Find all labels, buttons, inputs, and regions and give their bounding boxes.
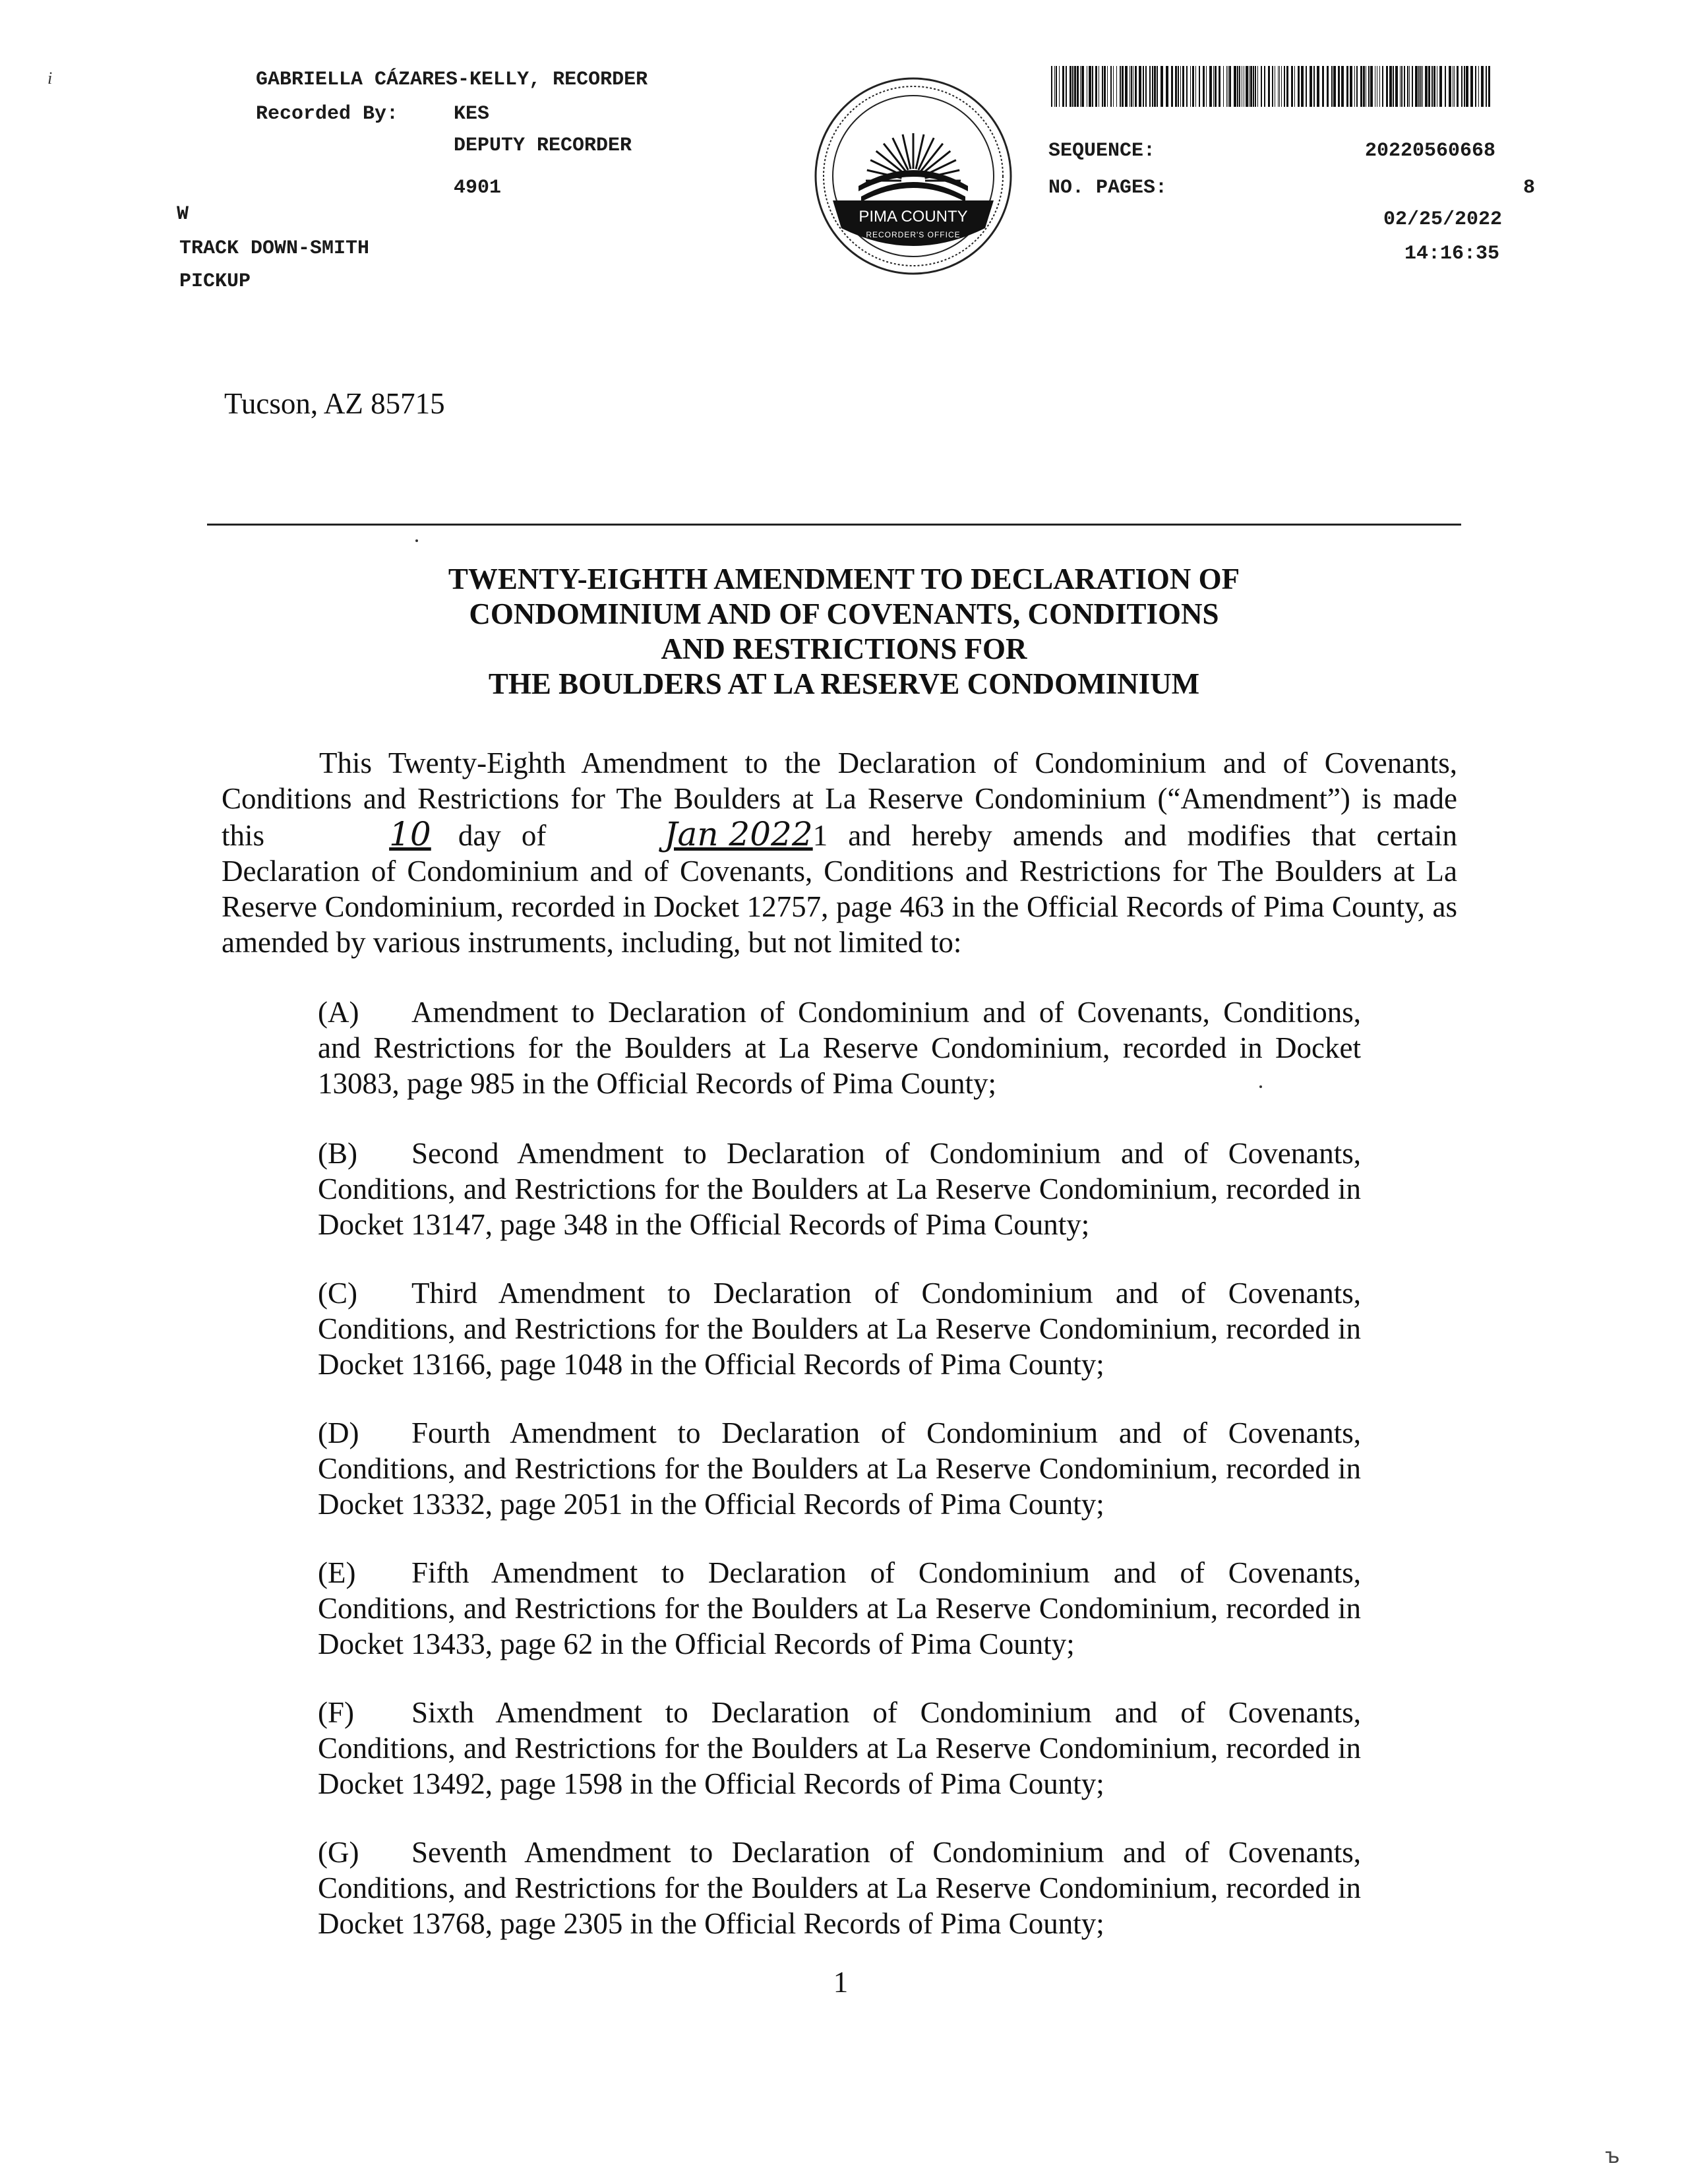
item-text: Amendment to Declaration of Condominium and of Covenants, Conditions, and Restrictions for the Boulders at La Reserve Condominium, recorded in Docket 13083, page 985 in the Official Records of Pima County; bbox=[318, 996, 1361, 1100]
barcode-bar bbox=[1104, 66, 1106, 107]
barcode-bar bbox=[1313, 66, 1315, 107]
barcode-bar bbox=[1166, 66, 1168, 107]
barcode-bar bbox=[1092, 66, 1093, 107]
barcode-bar bbox=[1062, 66, 1064, 107]
barcode-bar bbox=[1310, 66, 1312, 107]
barcode-bar bbox=[1059, 66, 1060, 107]
barcode-bar bbox=[1294, 66, 1295, 107]
barcode-bar bbox=[1454, 66, 1455, 107]
seal-name: PIMA COUNTY bbox=[859, 208, 968, 226]
barcode-bar bbox=[1317, 66, 1319, 107]
barcode-bar bbox=[1239, 66, 1240, 107]
item-label: (D) bbox=[318, 1416, 359, 1449]
barcode-bar bbox=[1261, 66, 1262, 107]
item-text: Sixth Amendment to Declaration of Condominium and of Covenants, Conditions, and Restrictions for the Boulders at La Reserve Condominium, recorded in Docket 13492, page 1598 in the Official Records of Pima County; bbox=[318, 1696, 1361, 1800]
barcode-bar bbox=[1363, 66, 1365, 107]
barcode-bar bbox=[1298, 66, 1300, 107]
barcode-bar bbox=[1466, 66, 1468, 107]
pima-county-seal bbox=[812, 75, 1014, 277]
barcode-bar bbox=[1054, 66, 1055, 107]
barcode-bar bbox=[1070, 66, 1071, 107]
barcode-bar bbox=[1272, 66, 1273, 107]
barcode-bar bbox=[1120, 66, 1121, 107]
barcode-bar bbox=[1395, 66, 1398, 107]
barcode-bar bbox=[1157, 66, 1158, 107]
barcode-bar bbox=[1074, 66, 1076, 107]
barcode-bar bbox=[1379, 66, 1380, 107]
barcode-bar bbox=[1400, 66, 1401, 107]
barcode-bar bbox=[1354, 66, 1355, 107]
barcode-bar bbox=[1457, 66, 1459, 107]
amendment-item bbox=[318, 1136, 1361, 1242]
barcode-bar bbox=[1131, 66, 1132, 107]
deputy-title: DEPUTY RECORDER bbox=[454, 135, 632, 157]
record-time: 14:16:35 bbox=[1404, 243, 1500, 265]
barcode-bar bbox=[1192, 66, 1194, 107]
barcode-bar bbox=[1327, 66, 1329, 107]
item-text: Fourth Amendment to Declaration of Condominium and of Covenants, Conditions, and Restrictions for the Boulders at La Reserve Condominium, recorded in Docket 13332, page 2051 in the Official Records of Pima County; bbox=[318, 1416, 1361, 1521]
barcode-bar bbox=[1107, 66, 1108, 107]
barcode-bar bbox=[1186, 66, 1188, 107]
title-line: THE BOULDERS AT LA RESERVE CONDOMINIUM bbox=[488, 667, 1200, 700]
barcode-bar bbox=[1415, 66, 1418, 107]
barcode-bar bbox=[1439, 66, 1442, 107]
barcode-bar bbox=[1432, 66, 1433, 107]
item-label: (E) bbox=[318, 1556, 356, 1589]
item-text: Second Amendment to Declaration of Condominium and of Covenants, Conditions, and Restrictions for the Boulders at La Reserve Condominium, recorded in Docket 13147, page 348 in the Official Records of Pima County; bbox=[318, 1137, 1361, 1241]
barcode-bar bbox=[1418, 66, 1420, 107]
recorder-name: GABRIELLA CÁZARES-KELLY, RECORDER bbox=[256, 69, 648, 91]
barcode-bar bbox=[1470, 66, 1473, 107]
barcode-bar bbox=[1284, 66, 1285, 107]
recording-code: W bbox=[177, 203, 189, 226]
barcode-bar bbox=[1178, 66, 1179, 107]
speck bbox=[415, 539, 418, 542]
amendment-item bbox=[318, 994, 1361, 1101]
handwritten-day: 10 bbox=[389, 815, 431, 853]
item-text: Seventh Amendment to Declaration of Condominium and of Covenants, Conditions, and Restrictions for the Boulders at La Reserve Condominium, recorded in Docket 13768, page 2305 in the Official Records of Pima County; bbox=[318, 1836, 1361, 1940]
barcode-bar bbox=[1409, 66, 1410, 107]
barcode-bar bbox=[1360, 66, 1362, 107]
barcode-bar bbox=[1412, 66, 1413, 107]
barcode-bar bbox=[1368, 66, 1370, 107]
barcode-bar bbox=[1401, 66, 1402, 107]
barcode-bar bbox=[1080, 66, 1081, 107]
barcode bbox=[1051, 66, 1492, 107]
barcode-bar bbox=[1291, 66, 1293, 107]
barcode-bar bbox=[1145, 66, 1147, 107]
barcode-bar bbox=[1478, 66, 1479, 107]
barcode-bar bbox=[1346, 66, 1348, 107]
seal-office: RECORDER'S OFFICE bbox=[866, 230, 961, 239]
barcode-bar bbox=[1077, 66, 1079, 107]
barcode-bar bbox=[1389, 66, 1392, 107]
barcode-bar bbox=[1281, 66, 1282, 107]
sequence-value: 20220560668 bbox=[1365, 140, 1496, 162]
barcode-bar bbox=[1249, 66, 1250, 107]
barcode-bar bbox=[1428, 66, 1430, 107]
barcode-bar bbox=[1338, 66, 1340, 107]
barcode-bar bbox=[1279, 66, 1280, 107]
page-number: 1 bbox=[833, 1966, 849, 1999]
barcode-bar bbox=[1209, 66, 1212, 107]
sequence-label: SEQUENCE: bbox=[1048, 140, 1156, 162]
pages-value: 8 bbox=[1523, 177, 1536, 199]
barcode-bar bbox=[1056, 66, 1057, 107]
barcode-bar bbox=[1382, 66, 1383, 107]
barcode-bar bbox=[1253, 66, 1254, 107]
barcode-bar bbox=[1081, 66, 1084, 107]
barcode-bar bbox=[1122, 66, 1124, 107]
barcode-bar bbox=[1190, 66, 1191, 107]
barcode-bar bbox=[1113, 66, 1114, 107]
title-line: CONDOMINIUM AND OF COVENANTS, CONDITIONS bbox=[469, 597, 1219, 630]
barcode-bar bbox=[1203, 66, 1205, 107]
amendment-item bbox=[318, 1835, 1361, 1941]
barcode-bar bbox=[1102, 66, 1103, 107]
barcode-bar bbox=[1404, 66, 1405, 107]
barcode-bar bbox=[1486, 66, 1487, 107]
barcode-bar bbox=[1152, 66, 1153, 107]
intro-text-1: This Twenty-Eighth Amendment to the Declaration of Condominium and of Covenants, Conditions and Restrictions for The Boulders at La Reserve Condominium (“Amendment”) is made this bbox=[222, 746, 1457, 852]
amendment-item bbox=[318, 1415, 1361, 1522]
barcode-bar bbox=[1306, 66, 1307, 107]
barcode-bar bbox=[1393, 66, 1394, 107]
barcode-bar bbox=[1461, 66, 1462, 107]
barcode-bar bbox=[1089, 66, 1091, 107]
barcode-bar bbox=[1229, 66, 1231, 107]
barcode-bar bbox=[1322, 66, 1324, 107]
record-date: 02/25/2022 bbox=[1383, 208, 1503, 231]
item-text: Fifth Amendment to Declaration of Condominium and of Covenants, Conditions, and Restrictions for the Boulders at La Reserve Condominium, recorded in Docket 13433, page 62 in the Official Records of Pima County; bbox=[318, 1556, 1361, 1660]
barcode-bar bbox=[1116, 66, 1117, 107]
barcode-bar bbox=[1386, 66, 1388, 107]
barcode-bar bbox=[1250, 66, 1252, 107]
barcode-bar bbox=[1268, 66, 1270, 107]
barcode-bar bbox=[1301, 66, 1304, 107]
intro-text-2: day of bbox=[458, 819, 547, 852]
title-line: TWENTY-EIGHTH AMENDMENT TO DECLARATION OF bbox=[448, 562, 1240, 595]
handwritten-month: Jan 2022 bbox=[664, 815, 813, 853]
barcode-bar bbox=[1182, 66, 1184, 107]
barcode-bar bbox=[1255, 66, 1256, 107]
barcode-bar bbox=[1072, 66, 1073, 107]
barcode-bar bbox=[1350, 66, 1352, 107]
item-text: Third Amendment to Declaration of Condominium and of Covenants, Conditions, and Restrictions for the Boulders at La Reserve Condominium, recorded in Docket 13166, page 1048 in the Official Records of Pima County; bbox=[318, 1277, 1361, 1381]
barcode-bar bbox=[1213, 66, 1214, 107]
item-label: (B) bbox=[318, 1137, 357, 1170]
barcode-bar bbox=[1234, 66, 1236, 107]
barcode-bar bbox=[1433, 66, 1435, 107]
horizontal-rule bbox=[207, 524, 1461, 526]
barcode-bar bbox=[1237, 66, 1238, 107]
item-label: (G) bbox=[318, 1836, 359, 1869]
barcode-bar bbox=[1160, 66, 1163, 107]
recorded-by-label: Recorded By: bbox=[256, 103, 399, 125]
barcode-bar bbox=[1257, 66, 1258, 107]
barcode-bar bbox=[1135, 66, 1137, 107]
barcode-bar bbox=[1407, 66, 1408, 107]
barcode-bar bbox=[1095, 66, 1097, 107]
barcode-bar bbox=[1445, 66, 1446, 107]
barcode-bar bbox=[1175, 66, 1177, 107]
return-address: Tucson, AZ 85715 bbox=[224, 387, 445, 420]
barcode-bar bbox=[1223, 66, 1224, 107]
barcode-bar bbox=[1464, 66, 1465, 107]
barcode-bar bbox=[1125, 66, 1128, 107]
deputy-number: 4901 bbox=[454, 177, 502, 199]
corner-mark: ъ bbox=[1605, 2143, 1620, 2168]
barcode-bar bbox=[1215, 66, 1217, 107]
pages-label: NO. PAGES: bbox=[1048, 177, 1168, 199]
barcode-bar bbox=[1110, 66, 1112, 107]
barcode-bar bbox=[1420, 66, 1422, 107]
barcode-bar bbox=[1425, 66, 1428, 107]
document-title bbox=[218, 562, 1470, 702]
barcode-bar bbox=[1066, 66, 1067, 107]
intro-paragraph bbox=[222, 745, 1457, 960]
item-label: (A) bbox=[318, 996, 359, 1029]
barcode-bar bbox=[1139, 66, 1141, 107]
barcode-bar bbox=[1356, 66, 1358, 107]
barcode-bar bbox=[1449, 66, 1451, 107]
barcode-bar bbox=[1370, 66, 1373, 107]
barcode-bar bbox=[1481, 66, 1484, 107]
barcode-bar bbox=[1171, 66, 1173, 107]
barcode-bar bbox=[1286, 66, 1288, 107]
barcode-bar bbox=[1246, 66, 1248, 107]
amendment-item bbox=[318, 1275, 1361, 1382]
barcode-bar bbox=[1331, 66, 1333, 107]
barcode-bar bbox=[1154, 66, 1156, 107]
barcode-bar bbox=[1341, 66, 1344, 107]
barcode-bar bbox=[1219, 66, 1221, 107]
intro-text-3: 1 and hereby amends and modifies that certain Declaration of Condominium and of Covenants, Conditions and Restrictions for The Boulders at La Reserve Condominium, recorded in Docket 12757, page 463 in the Official Records of Pima County, as amended by various instruments, including, but not limited to: bbox=[222, 819, 1457, 959]
amendment-item bbox=[318, 1555, 1361, 1662]
barcode-bar bbox=[1143, 66, 1144, 107]
pickup-line: PICKUP bbox=[179, 270, 251, 293]
stray-mark: i bbox=[47, 69, 53, 88]
barcode-bar bbox=[1149, 66, 1151, 107]
barcode-bar bbox=[1051, 66, 1052, 107]
amendment-item bbox=[318, 1695, 1361, 1802]
barcode-bar bbox=[1422, 66, 1423, 107]
title-line: AND RESTRICTIONS FOR bbox=[661, 632, 1027, 665]
barcode-bar bbox=[1195, 66, 1196, 107]
barcode-bar bbox=[1475, 66, 1476, 107]
recorded-by-value: KES bbox=[454, 103, 490, 125]
barcode-bar bbox=[1333, 66, 1336, 107]
barcode-bar bbox=[1180, 66, 1181, 107]
barcode-bar bbox=[1278, 66, 1279, 107]
item-label: (F) bbox=[318, 1696, 354, 1729]
barcode-bar bbox=[1206, 66, 1207, 107]
barcode-bar bbox=[1226, 66, 1227, 107]
item-label: (C) bbox=[318, 1277, 357, 1310]
track-line: TRACK DOWN-SMITH bbox=[179, 237, 370, 260]
barcode-bar bbox=[1264, 66, 1265, 107]
barcode-bar bbox=[1488, 66, 1490, 107]
barcode-bar bbox=[1199, 66, 1200, 107]
